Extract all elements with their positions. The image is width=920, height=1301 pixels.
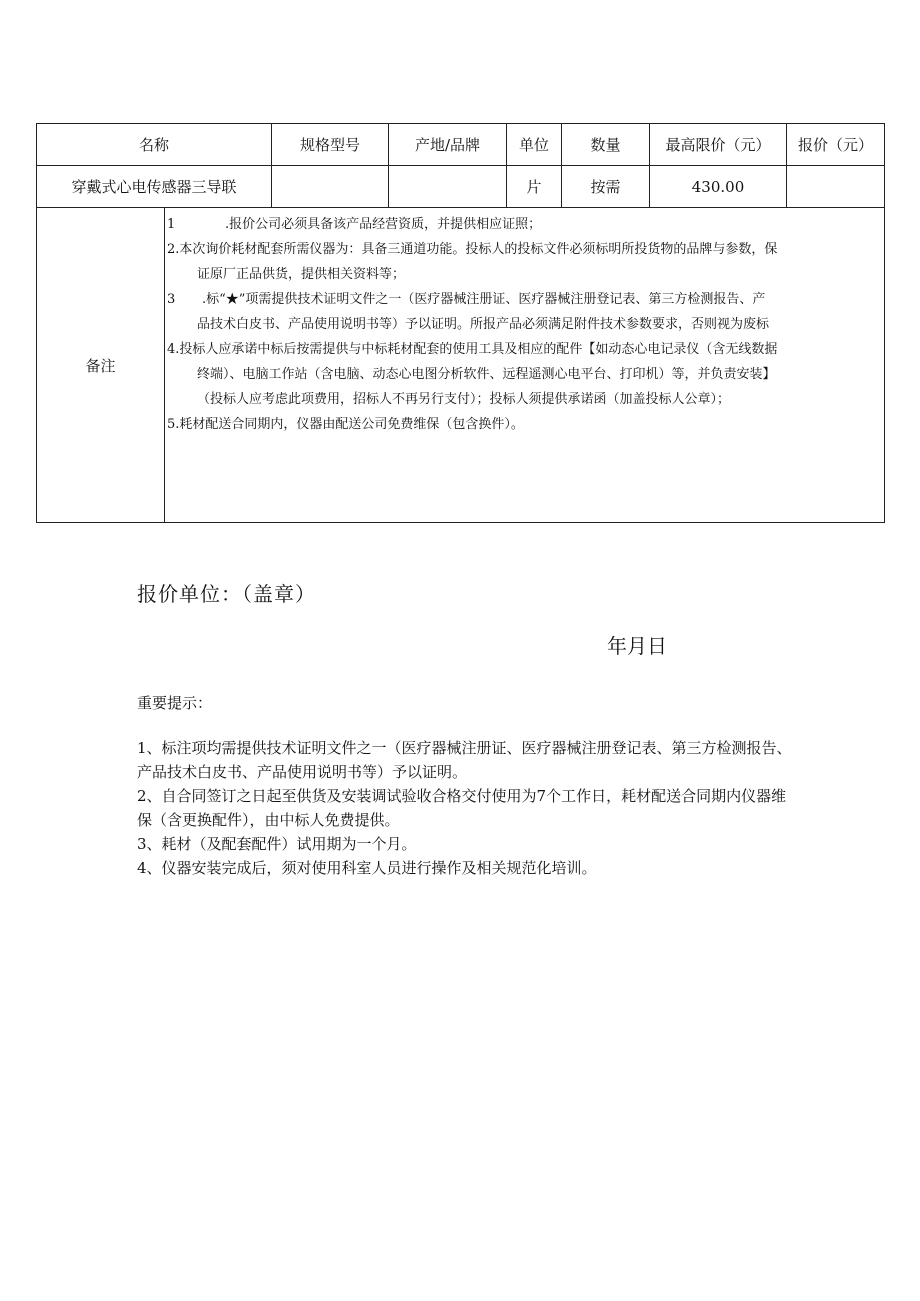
table-row <box>37 166 885 208</box>
item-name: 穿戴式心电传感器三导联 <box>37 166 272 208</box>
note-text: 终端）、电脑工作站（含电脑、动态心电图分析软件、远程遥测心电平台、打印机）等，并负责安装】 <box>197 367 776 382</box>
quoter-stamp-line: 报价单位：（盖章） <box>137 582 316 606</box>
header-quantity: 数量 <box>562 124 650 166</box>
note-number: 1 <box>167 217 176 232</box>
header-max-price: 最高限价（元） <box>650 124 787 166</box>
note-text: 证原厂正品供货，提供相关资料等； <box>197 267 406 282</box>
quote-table <box>36 123 885 523</box>
item-max-price: 430.00 <box>650 166 787 208</box>
note-text: .报价公司必须具备该产品经营资质，并提供相应证照； <box>225 217 542 232</box>
tip-line: 保（含更换配件），由中标人免费提供。 <box>137 811 400 829</box>
note-line <box>167 237 884 262</box>
tips-title: 重要提示： <box>137 694 213 712</box>
note-line <box>167 212 884 237</box>
note-text: .标“★”项需提供技术证明文件之一（医疗器械注册证、医疗器械注册登记表、第三方检测报告、产 <box>202 292 766 307</box>
tip-line: 1、标注项均需提供技术证明文件之一（医疗器械注册证、医疗器械注册登记表、第三方检测报告、 <box>137 739 792 757</box>
item-spec <box>272 166 389 208</box>
note-text: 投标人应承诺中标后按需提供与中标耗材配套的使用工具及相应的配件【如动态心电记录仪（含无线数据 <box>179 342 778 357</box>
table-header-row <box>37 124 885 166</box>
item-brand <box>389 166 507 208</box>
header-spec: 规格型号 <box>272 124 389 166</box>
note-line <box>167 387 884 412</box>
note-line <box>167 262 884 287</box>
notes-row <box>37 208 885 523</box>
notes-content <box>165 208 885 523</box>
header-quote: 报价（元） <box>787 124 885 166</box>
item-quantity: 按需 <box>562 166 650 208</box>
date-line: 年月日 <box>607 634 667 658</box>
item-unit: 片 <box>507 166 562 208</box>
tip-line: 产品技术白皮书、产品使用说明书等）予以证明。 <box>137 763 468 781</box>
item-quote <box>787 166 885 208</box>
tip-line: 3、耗材（及配套配件）试用期为一个月。 <box>137 835 417 853</box>
note-line <box>167 412 884 437</box>
note-text: 品技术白皮书、产品使用说明书等）予以证明。所报产品必须满足附件技术参数要求，否则视为废标 <box>197 317 770 332</box>
header-unit: 单位 <box>507 124 562 166</box>
tips-list <box>137 736 897 880</box>
note-number: 2. <box>167 242 180 257</box>
note-line <box>167 362 884 387</box>
header-name: 名称 <box>37 124 272 166</box>
note-number: 3 <box>167 292 176 307</box>
note-text: 耗材配送合同期内，仪器由配送公司免费维保（包含换件）。 <box>179 417 524 432</box>
note-number: 5. <box>167 417 180 432</box>
note-line <box>167 337 884 362</box>
tip-line: 4、仪器安装完成后，须对使用科室人员进行操作及相关规范化培训。 <box>137 859 597 877</box>
note-line <box>167 312 884 337</box>
note-line <box>167 287 884 312</box>
tip-line: 2、自合同签订之日起至供货及安装调试验收合格交付使用为7个工作日，耗材配送合同期内仪器维 <box>137 787 787 805</box>
note-number: 4. <box>167 342 180 357</box>
header-brand: 产地/品牌 <box>389 124 507 166</box>
note-text: 本次询价耗材配套所需仪器为：具备三通道功能。投标人的投标文件必须标明所投货物的品牌与参数，保 <box>179 242 778 257</box>
note-text: （投标人应考虑此项费用，招标人不再另行支付）；投标人须提供承诺函（加盖投标人公章）； <box>197 392 731 407</box>
notes-label: 备注 <box>37 208 165 523</box>
